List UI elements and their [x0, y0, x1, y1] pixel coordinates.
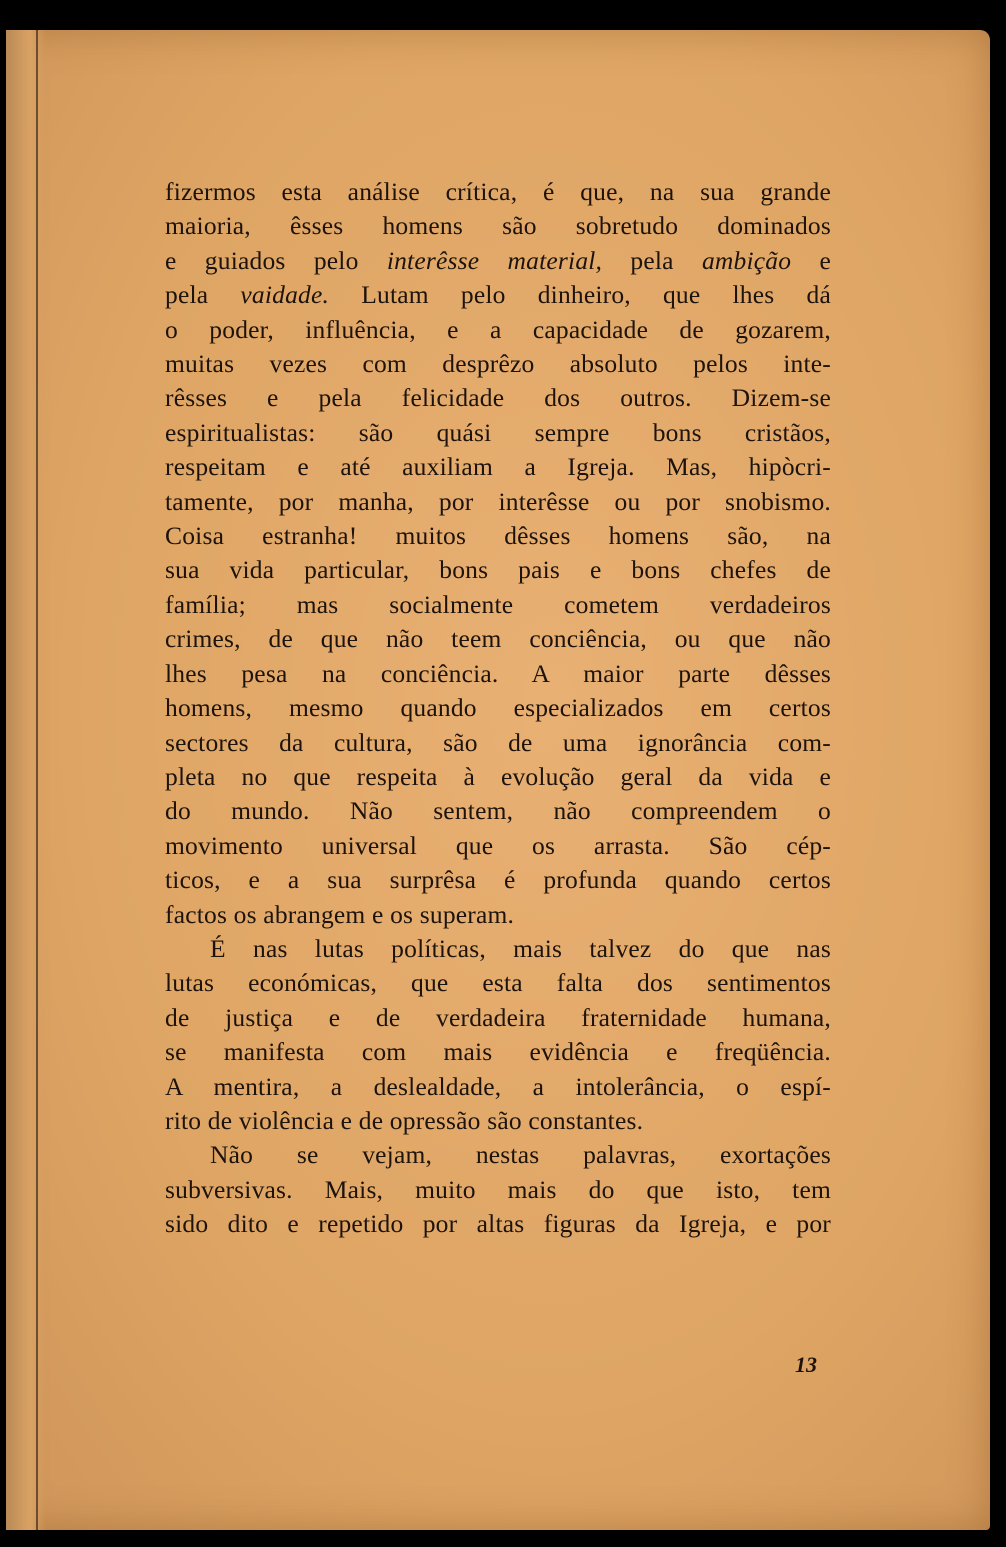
text-line: fizermos esta análise crítica, é que, na sua grande — [165, 177, 831, 206]
text-line: lutas económicas, que esta falta dos sentimentos — [165, 968, 831, 998]
text-line: factos os abrangem e os superam. — [165, 899, 515, 929]
text-line: lhes pesa na conciência. A maior parte dêsses — [165, 658, 831, 688]
text-line: crimes, de que não teem conciência, ou que não — [165, 624, 831, 654]
text-line: É nas lutas políticas, mais talvez do que nas — [210, 933, 831, 963]
text-line: rêsses e pela felicidade dos outros. Dizem-se — [165, 383, 831, 413]
page-number: 13 — [795, 1352, 817, 1377]
text-line: ticos, e a sua surprêsa é profunda quando certos — [165, 865, 831, 895]
text-line: maioria, êsses homens são sobretudo dominados — [165, 211, 831, 241]
text-line: pleta no que respeita à evolução geral da vida e — [165, 761, 831, 791]
binding-edge — [36, 30, 38, 1530]
text-line: Coisa estranha! muitos dêsses homens são, na — [165, 521, 831, 551]
body-text — [165, 175, 831, 1242]
text-line: espiritualistas: são quási sempre bons cristãos, — [165, 417, 831, 447]
text-line: e guiados pelo interêsse material, pela ambição e — [165, 245, 832, 275]
text-line: movimento universal que os arrasta. São cép- — [165, 830, 831, 860]
text-line: respeitam e até auxiliam a Igreja. Mas, hipòcri- — [165, 452, 831, 482]
text-line: subversivas. Mais, muito mais do que isto, tem — [165, 1174, 831, 1204]
italic-phrase: vaidade. — [240, 280, 330, 310]
text-line: Não se vejam, nestas palavras, exortações — [210, 1140, 831, 1170]
text-line: A mentira, a deslealdade, a intolerância, o espí- — [165, 1071, 831, 1101]
text-line: sua vida particular, bons pais e bons chefes de — [165, 555, 831, 585]
text-line: do mundo. Não sentem, não compreendem o — [165, 796, 831, 826]
text-line: família; mas socialmente cometem verdadeiros — [165, 589, 831, 619]
text-line: o poder, influência, e a capacidade de gozarem, — [165, 314, 831, 344]
text-line: sido dito e repetido por altas figuras da Igreja, e por — [165, 1209, 831, 1239]
text-line: tamente, por manha, por interêsse ou por snobismo. — [165, 486, 831, 516]
text-line: de justiça e de verdadeira fraternidade humana, — [165, 1002, 831, 1032]
text-line: pela vaidade. Lutam pelo dinheiro, que lhes dá — [165, 280, 831, 310]
text-line: rito de violência e de opressão são constantes. — [165, 1105, 644, 1135]
text-line: muitas vezes com desprêzo absoluto pelos inte- — [165, 349, 831, 379]
text-line: sectores da cultura, são de uma ignorância com- — [165, 727, 831, 757]
text-line: se manifesta com mais evidência e freqüência. — [165, 1037, 831, 1067]
italic-phrase: ambição — [701, 245, 792, 275]
page-spine — [6, 30, 46, 1530]
text-line: homens, mesmo quando especializados em certos — [165, 693, 831, 723]
italic-phrase: interêsse material, — [386, 245, 603, 275]
